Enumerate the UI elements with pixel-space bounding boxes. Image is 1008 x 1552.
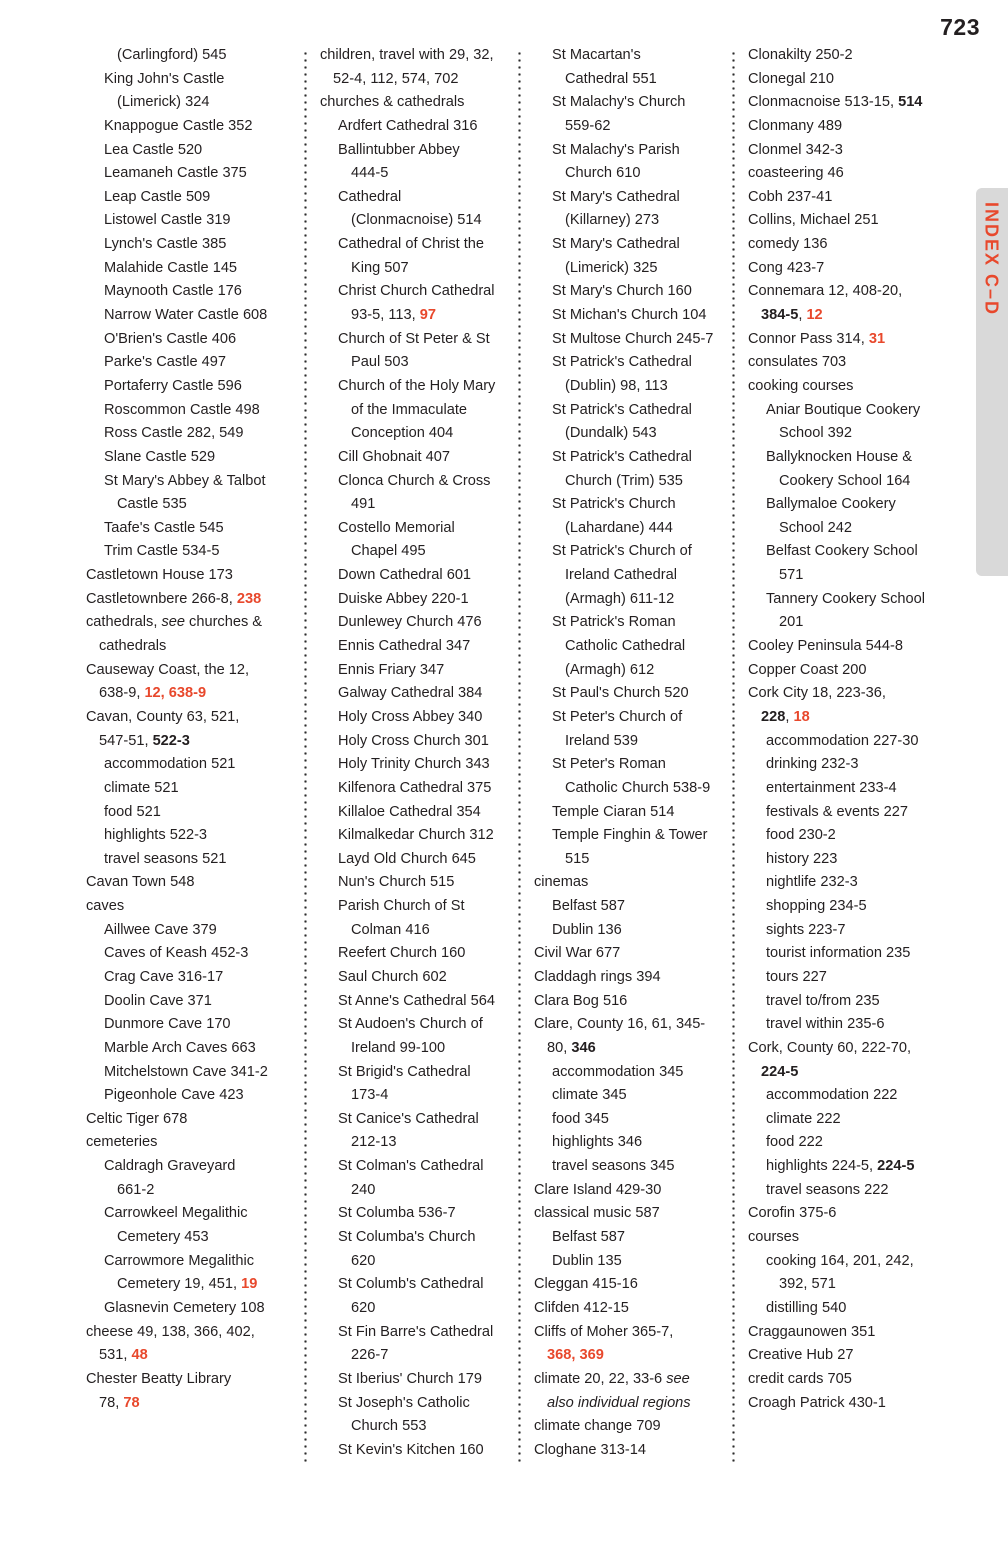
index-entry: St Patrick's Cathedral [552, 354, 692, 371]
index-entry: Celtic Tiger 678 [86, 1110, 188, 1127]
index-entry: 547-51, 522-3 [99, 732, 190, 749]
index-entry: Church of the Holy Mary [338, 377, 496, 394]
index-entry: Listowel Castle 319 [104, 212, 231, 229]
index-entry: Civil War 677 [534, 945, 621, 962]
index-entry: Church 553 [351, 1418, 427, 1435]
index-entry: Croagh Patrick 430-1 [748, 1394, 886, 1411]
index-entry: churches & cathedrals [320, 94, 465, 111]
index-entry: travel within 235-6 [766, 1016, 885, 1033]
index-entry: highlights 346 [552, 1134, 643, 1151]
index-entry: climate 345 [552, 1087, 627, 1104]
index-entry: Ballyknocken House & [766, 448, 913, 465]
index-entry: accommodation 222 [766, 1087, 898, 1104]
index-entry: Costello Memorial [338, 519, 455, 536]
index-entry: Catholic Cathedral [565, 638, 686, 655]
index-entry: St Fin Barre's Cathedral [338, 1323, 494, 1340]
index-entry: 392, 571 [779, 1276, 836, 1293]
index-entry: Slane Castle 529 [104, 448, 216, 465]
index-entry: St Michan's Church 104 [552, 307, 707, 324]
index-entry: Leamaneh Castle 375 [104, 165, 247, 182]
index-entry: St Patrick's Church of [552, 543, 692, 560]
index-entry: St Mary's Cathedral [552, 188, 680, 205]
index-entry: cheese 49, 138, 366, 402, [86, 1323, 255, 1340]
index-entry: history 223 [766, 850, 838, 867]
index-entry: St Malachy's Parish [552, 141, 680, 158]
index-entry: 661-2 [117, 1181, 155, 1198]
index-entry: Cathedral [338, 188, 402, 205]
index-entry: King John's Castle [104, 70, 225, 87]
index-entry: St Patrick's Roman [552, 614, 676, 631]
column-divider [732, 50, 735, 1462]
index-entry: highlights 522-3 [104, 827, 208, 844]
column-4 [728, 44, 942, 1484]
index-entry: Temple Finghin & Tower [552, 827, 708, 844]
index-entry: Ennis Friary 347 [338, 661, 445, 678]
index-entry: Ardfert Cathedral 316 [338, 117, 478, 134]
index-entry: Ireland 539 [565, 732, 639, 749]
index-entry: Crag Cave 316-17 [104, 968, 224, 985]
index-entry: Copper Coast 200 [748, 661, 867, 678]
index-entry: food 521 [104, 803, 161, 820]
index-entry: Cemetery 19, 451, 19 [117, 1276, 258, 1293]
index-entry: Knappogue Castle 352 [104, 117, 253, 134]
index-entry: Church 610 [565, 165, 641, 182]
index-entry: Caldragh Graveyard [104, 1158, 236, 1175]
index-entry: Clonmany 489 [748, 117, 843, 134]
index-entry: Belfast 587 [552, 1229, 626, 1246]
index-entry: St Mary's Church 160 [552, 283, 692, 300]
index-entry: travel seasons 222 [766, 1181, 889, 1198]
index-entry: Cliffs of Moher 365-7, [534, 1323, 674, 1340]
index-entry: Marble Arch Caves 663 [104, 1039, 256, 1056]
index-entry: Clonakilty 250-2 [748, 47, 853, 63]
index-entry: Claddagh rings 394 [534, 968, 661, 985]
index-entry: Ballintubber Abbey [338, 141, 460, 158]
index-entry: 240 [351, 1181, 376, 1198]
index-entry: sights 223-7 [766, 921, 846, 938]
index-entry: Dublin 136 [552, 921, 622, 938]
index-entry: School 392 [779, 425, 853, 442]
index-entry: 52-4, 112, 574, 702 [333, 70, 459, 87]
index-entry: drinking 232-3 [766, 756, 859, 773]
index-entry: St Iberius' Church 179 [338, 1370, 482, 1387]
index-entry: Malahide Castle 145 [104, 259, 238, 276]
index-entry: Clonmel 342-3 [748, 141, 843, 158]
index-entry: coasteering 46 [748, 165, 844, 182]
index-entry: accommodation 227-30 [766, 732, 919, 749]
index-entry: St Brigid's Cathedral [338, 1063, 471, 1080]
index-entry: Duiske Abbey 220-1 [338, 590, 469, 607]
index-entry: 620 [351, 1252, 376, 1269]
index-columns [86, 44, 942, 1484]
index-entry: Clonmacnoise 513-15, 514 [748, 94, 923, 111]
index-entry: Tannery Cookery School [766, 590, 925, 607]
index-entry: shopping 234-5 [766, 898, 867, 915]
index-entry: travel seasons 521 [104, 850, 227, 867]
index-entry: St Colman's Cathedral [338, 1158, 484, 1175]
index-entry: Trim Castle 534-5 [104, 543, 220, 560]
index-entry: also individual regions [547, 1394, 691, 1411]
index-entry: Parke's Castle 497 [104, 354, 227, 371]
index-entry: Layd Old Church 645 [338, 850, 476, 867]
index-entry: Clifden 412-15 [534, 1299, 629, 1316]
index-entry: Cong 423-7 [748, 259, 825, 276]
index-entry: Holy Cross Abbey 340 [338, 708, 483, 725]
index-entry: caves [86, 898, 125, 915]
index-entry: cinemas [534, 874, 589, 891]
index-entry: St Anne's Cathedral 564 [338, 992, 495, 1009]
index-entry: Pigeonhole Cave 423 [104, 1087, 244, 1104]
index-entry: Castletownbere 266-8, 238 [86, 590, 262, 607]
index-entry: classical music 587 [534, 1205, 660, 1222]
index-entry: Kilfenora Cathedral 375 [338, 779, 492, 796]
index-entry: Clara Bog 516 [534, 992, 628, 1009]
index-entry: St Patrick's Cathedral [552, 401, 692, 418]
index-entry: (Carlingford) 545 [117, 47, 227, 63]
index-entry: Christ Church Cathedral [338, 283, 495, 300]
index-entry: Temple Ciaran 514 [552, 803, 675, 820]
index-entry: 384-5, 12 [761, 307, 823, 324]
index-entry: 228, 18 [761, 708, 810, 725]
index-entry: food 222 [766, 1134, 823, 1151]
index-entry: climate 20, 22, 33-6 see [534, 1370, 690, 1387]
column-3 [514, 44, 728, 1484]
index-entry: St Malachy's Church [552, 94, 686, 111]
index-entry: Cooley Peninsula 544-8 [748, 638, 903, 655]
page-number: 723 [940, 14, 980, 40]
index-entry: O'Brien's Castle 406 [104, 330, 237, 347]
index-entry: 531, 48 [99, 1347, 148, 1364]
index-entry: children, travel with 29, 32, [320, 47, 494, 63]
index-entry: Dunlewey Church 476 [338, 614, 482, 631]
index-entry: St Mary's Abbey & Talbot [104, 472, 266, 489]
index-entry: Cill Ghobnait 407 [338, 448, 450, 465]
index-entry: Connemara 12, 408-20, [748, 283, 903, 300]
index-entry: Clonegal 210 [748, 70, 835, 87]
index-entry: St Audoen's Church of [338, 1016, 483, 1033]
index-entry: St Columba 536-7 [338, 1205, 456, 1222]
index-entry: Portaferry Castle 596 [104, 377, 242, 394]
index-side-tab-label: INDEX C–D [981, 202, 1002, 317]
index-entry: St Mary's Cathedral [552, 236, 680, 253]
index-entry: nightlife 232-3 [766, 874, 858, 891]
index-entry: 226-7 [351, 1347, 389, 1364]
index-entry: St Macartan's [552, 47, 641, 63]
index-entry: 638-9, 12, 638-9 [99, 685, 207, 702]
index-entry: Chapel 495 [351, 543, 426, 560]
index-entry: Ireland Cathedral [565, 567, 677, 584]
index-entry: cathedrals [99, 638, 167, 655]
column-1 [86, 44, 300, 1484]
index-entry: credit cards 705 [748, 1370, 852, 1387]
index-entry: tours 227 [766, 968, 827, 985]
index-entry: Parish Church of St [338, 898, 465, 915]
index-entry: Caves of Keash 452-3 [104, 945, 249, 962]
index-entry: Kilmalkedar Church 312 [338, 827, 494, 844]
index-entry: travel to/from 235 [766, 992, 880, 1009]
index-entry: Causeway Coast, the 12, [86, 661, 250, 678]
index-entry: St Paul's Church 520 [552, 685, 689, 702]
index-entry: Ross Castle 282, 549 [104, 425, 244, 442]
index-entry: Clare Island 429-30 [534, 1181, 662, 1198]
index-entry: festivals & events 227 [766, 803, 908, 820]
index-entry: travel seasons 345 [552, 1158, 675, 1175]
index-entry: Cork, County 60, 222-70, [748, 1039, 912, 1056]
index-entry: Cloghane 313-14 [534, 1441, 646, 1458]
index-entry: tourist information 235 [766, 945, 911, 962]
index-entry: accommodation 521 [104, 756, 236, 773]
index-entry: Belfast Cookery School [766, 543, 918, 560]
index-entry: Dublin 135 [552, 1252, 622, 1269]
index-entry: Reefert Church 160 [338, 945, 466, 962]
index-entry: St Joseph's Catholic [338, 1394, 470, 1411]
index-entry: 173-4 [351, 1087, 389, 1104]
index-entry: Cobh 237-41 [748, 188, 833, 205]
index-entry: (Dublin) 98, 113 [565, 377, 668, 394]
index-entry: Leap Castle 509 [104, 188, 211, 205]
index-entry: St Columb's Cathedral [338, 1276, 484, 1293]
index-entry: 78, 78 [99, 1394, 140, 1411]
index-entry: accommodation 345 [552, 1063, 684, 1080]
index-entry: 571 [779, 567, 804, 584]
column-divider [304, 50, 307, 1462]
index-entry: 444-5 [351, 165, 389, 182]
index-entry: climate change 709 [534, 1418, 661, 1435]
index-entry: Cavan, County 63, 521, [86, 708, 240, 725]
index-entry: Aillwee Cave 379 [104, 921, 217, 938]
index-entry: entertainment 233-4 [766, 779, 897, 796]
index-entry: 93-5, 113, 97 [351, 307, 436, 324]
index-entry: Holy Cross Church 301 [338, 732, 489, 749]
index-entry: St Canice's Cathedral [338, 1110, 479, 1127]
index-entry: Church (Trim) 535 [565, 472, 683, 489]
index-entry: Colman 416 [351, 921, 430, 938]
index-entry: Creative Hub 27 [748, 1347, 854, 1364]
index-entry: consulates 703 [748, 354, 847, 371]
index-entry: 201 [779, 614, 804, 631]
index-entry: food 230-2 [766, 827, 836, 844]
index-entry: Ireland 99-100 [351, 1039, 446, 1056]
index-entry: Ennis Cathedral 347 [338, 638, 471, 655]
index-entry: 368, 369 [547, 1347, 604, 1364]
index-entry: St Peter's Church of [552, 708, 683, 725]
index-entry: King 507 [351, 259, 409, 276]
index-entry: Clonca Church & Cross [338, 472, 491, 489]
column-divider [518, 50, 521, 1462]
index-entry: Cookery School 164 [779, 472, 911, 489]
index-entry: Clare, County 16, 61, 345- [534, 1016, 706, 1033]
index-entry: Roscommon Castle 498 [104, 401, 260, 418]
index-entry: (Armagh) 612 [565, 661, 655, 678]
index-entry: Cleggan 415-16 [534, 1276, 638, 1293]
index-entry: highlights 224-5, 224-5 [766, 1158, 915, 1175]
index-entry: cathedrals, see churches & [86, 614, 263, 631]
index-entry: Castletown House 173 [86, 567, 233, 584]
index-entry: (Limerick) 325 [565, 259, 658, 276]
index-entry: Killaloe Cathedral 354 [338, 803, 481, 820]
index-entry: climate 222 [766, 1110, 841, 1127]
index-entry: Church of St Peter & St [338, 330, 490, 347]
index-entry: St Kevin's Kitchen 160 [338, 1441, 484, 1458]
index-entry: St Patrick's Cathedral [552, 448, 692, 465]
index-entry: Lynch's Castle 385 [104, 236, 227, 253]
index-entry: cooking 164, 201, 242, [766, 1252, 914, 1269]
index-entry: Connor Pass 314, 31 [748, 330, 886, 347]
index-entry: Cavan Town 548 [86, 874, 195, 891]
index-entry: (Clonmacnoise) 514 [351, 212, 482, 229]
index-entry: 515 [565, 850, 590, 867]
index-entry: cooking courses [748, 377, 854, 394]
index-entry: Cemetery 453 [117, 1229, 209, 1246]
index-entry: Carrowmore Megalithic [104, 1252, 255, 1269]
index-side-tab-label-wrap [978, 196, 1004, 576]
index-entry: (Lahardane) 444 [565, 519, 673, 536]
index-entry: (Armagh) 611-12 [565, 590, 675, 607]
index-entry: Paul 503 [351, 354, 409, 371]
index-entry: (Killarney) 273 [565, 212, 660, 229]
index-entry: Nun's Church 515 [338, 874, 455, 891]
index-entry: 559-62 [565, 117, 611, 134]
index-entry: Taafe's Castle 545 [104, 519, 224, 536]
index-entry: St Columba's Church [338, 1229, 476, 1246]
index-entry: 212-13 [351, 1134, 397, 1151]
index-entry: Maynooth Castle 176 [104, 283, 242, 300]
index-entry: food 345 [552, 1110, 609, 1127]
index-entry: St Peter's Roman [552, 756, 666, 773]
index-entry: Saul Church 602 [338, 968, 447, 985]
index-entry: Cathedral of Christ the [338, 236, 485, 253]
index-entry: Glasnevin Cemetery 108 [104, 1299, 265, 1316]
index-entry: Doolin Cave 371 [104, 992, 212, 1009]
index-entry: comedy 136 [748, 236, 828, 253]
index-entry: Dunmore Cave 170 [104, 1016, 231, 1033]
index-entry: Chester Beatty Library [86, 1370, 232, 1387]
index-entry: Collins, Michael 251 [748, 212, 879, 229]
index-entry: Lea Castle 520 [104, 141, 203, 158]
index-entry: Catholic Church 538-9 [565, 779, 711, 796]
index-entry: climate 521 [104, 779, 179, 796]
index-entry: Holy Trinity Church 343 [338, 756, 490, 773]
index-entry: of the Immaculate [351, 401, 467, 418]
index-entry: Conception 404 [351, 425, 454, 442]
index-entry: distilling 540 [766, 1299, 847, 1316]
column-2 [300, 44, 514, 1484]
index-entry: 620 [351, 1299, 376, 1316]
index-entry: Ballymaloe Cookery [766, 496, 896, 513]
index-entry: 80, 346 [547, 1039, 596, 1056]
index-entry: Narrow Water Castle 608 [104, 307, 268, 324]
index-entry: Aniar Boutique Cookery [766, 401, 921, 418]
index-entry: Corofin 375-6 [748, 1205, 837, 1222]
index-entry: 491 [351, 496, 376, 513]
index-entry: (Dundalk) 543 [565, 425, 657, 442]
index-entry: Carrowkeel Megalithic [104, 1205, 248, 1222]
index-entry: Cork City 18, 223-36, [748, 685, 886, 702]
index-entry: Belfast 587 [552, 898, 626, 915]
index-entry: Cathedral 551 [565, 70, 657, 87]
index-entry: (Limerick) 324 [117, 94, 210, 111]
index-entry: Mitchelstown Cave 341-2 [104, 1063, 268, 1080]
index-entry: St Multose Church 245-7 [552, 330, 714, 347]
index-entry: cemeteries [86, 1134, 158, 1151]
index-entry: courses [748, 1229, 800, 1246]
index-entry: Castle 535 [117, 496, 187, 513]
index-entry: Galway Cathedral 384 [338, 685, 483, 702]
index-entry: Down Cathedral 601 [338, 567, 472, 584]
index-entry: Craggaunowen 351 [748, 1323, 876, 1340]
index-entry: St Patrick's Church [552, 496, 676, 513]
index-entry: 224-5 [761, 1063, 799, 1080]
index-entry: School 242 [779, 519, 853, 536]
